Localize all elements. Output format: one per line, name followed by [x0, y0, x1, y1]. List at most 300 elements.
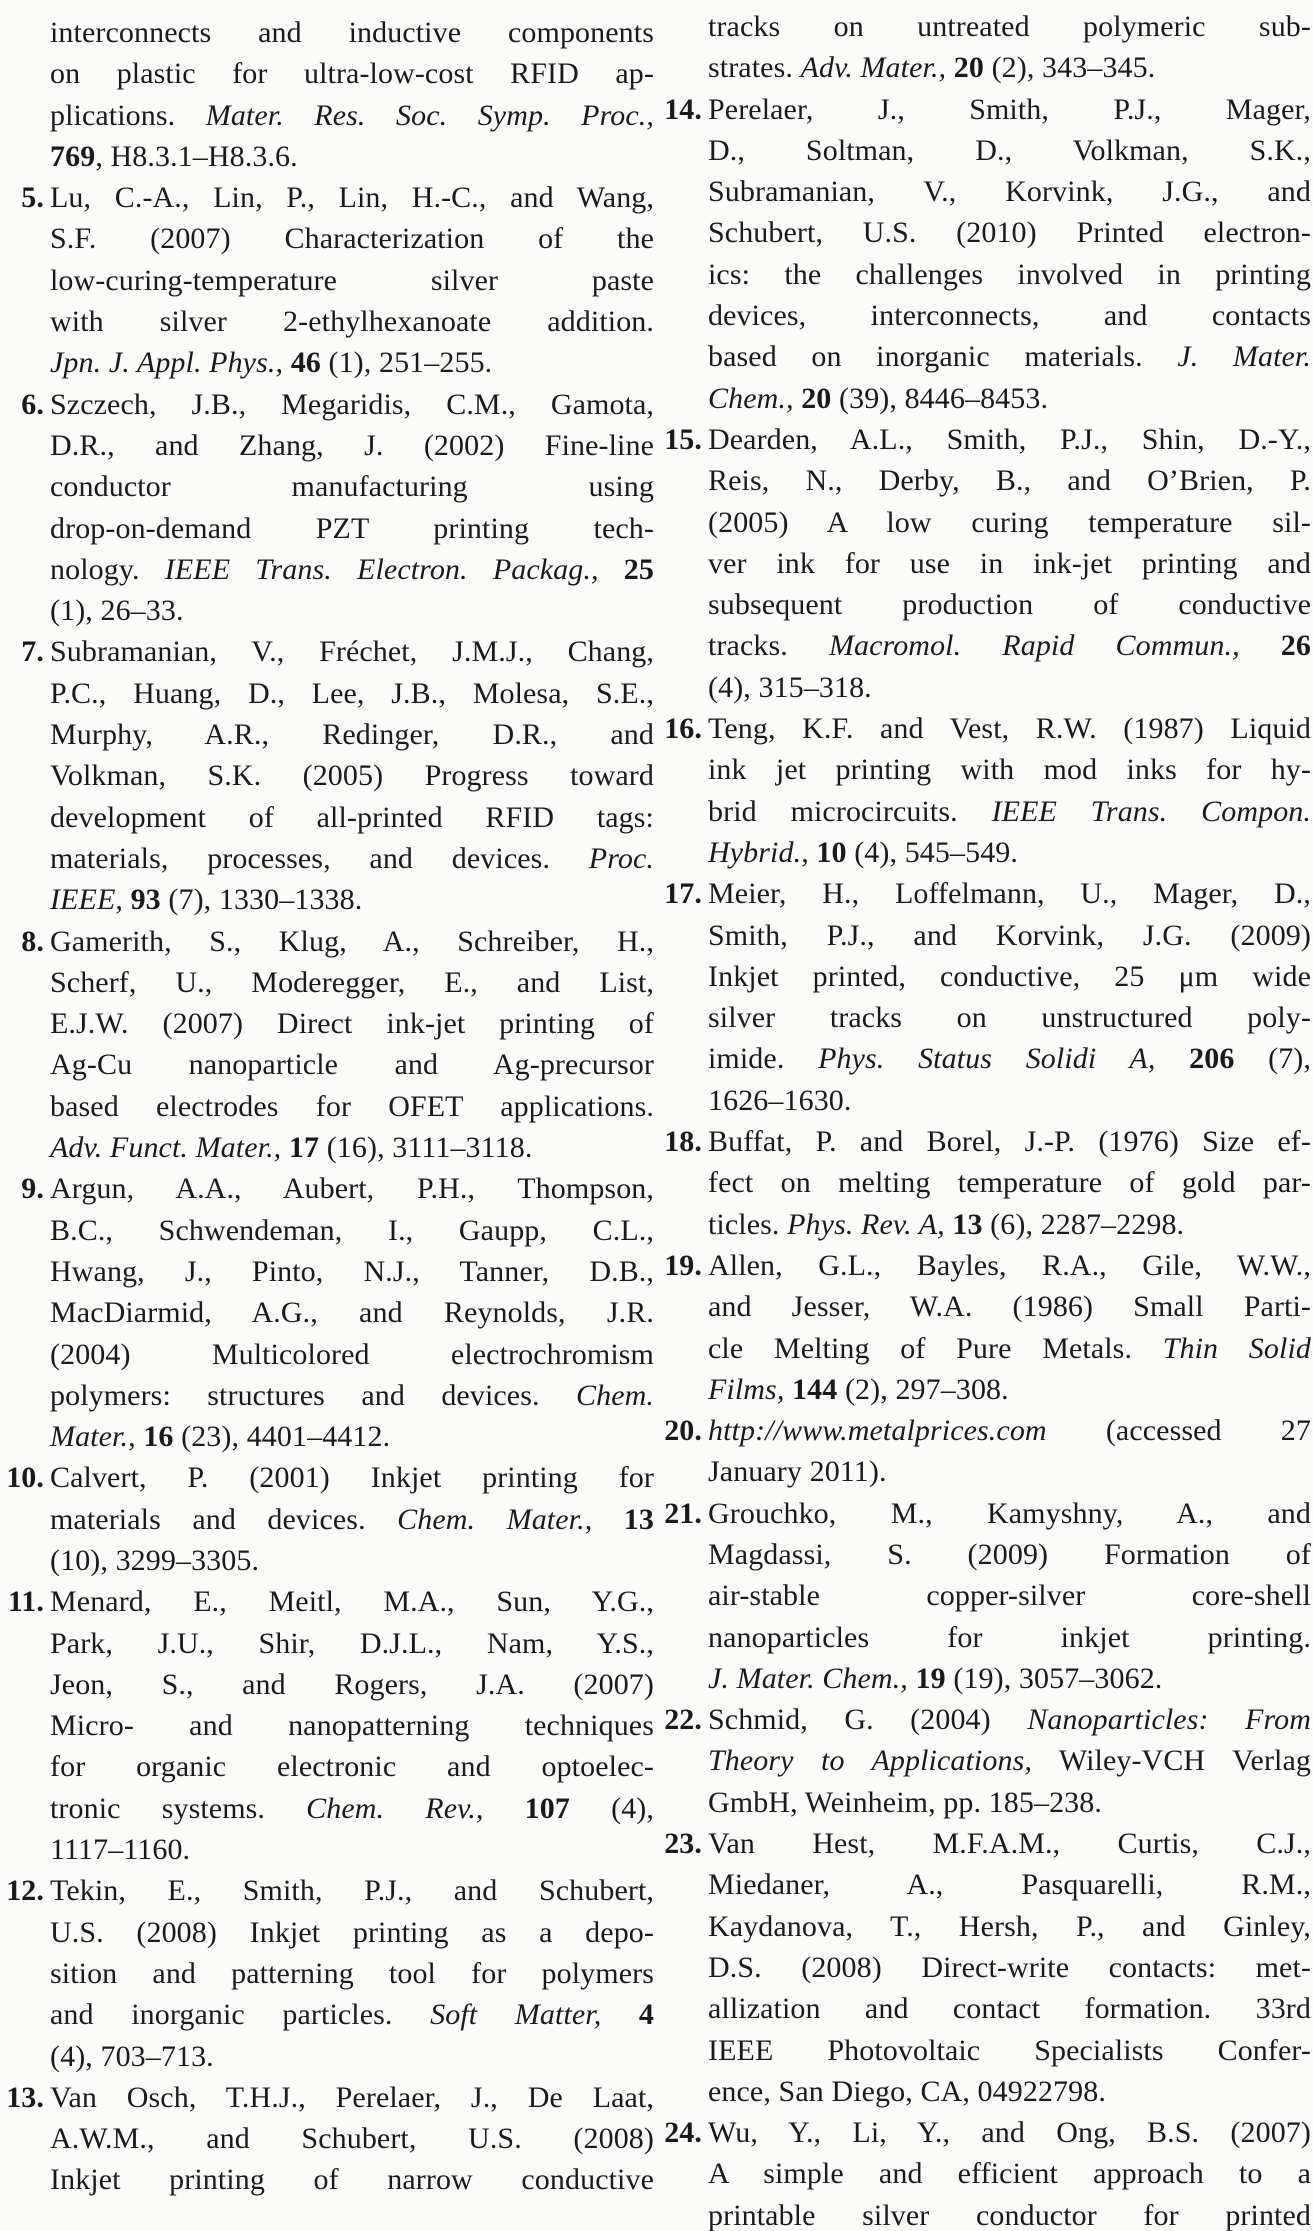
reference-text-segment: Ag-Cu nanoparticle and Ag-precursor: [50, 1048, 654, 1082]
reference-text-segment: 107: [524, 1791, 570, 1825]
reference-text-segment: Dearden, A.L., Smith, P.J., Shin, D.-Y.,: [708, 422, 1311, 456]
reference-number: 10.: [6, 1461, 44, 1495]
reference-text-segment: ence, San Diego, CA, 04922798.: [708, 2074, 1106, 2108]
reference-text-segment: allization and contact formation. 33rd: [708, 1992, 1311, 2026]
reference-text-segment: tracks on untreated polymeric sub-: [708, 10, 1311, 43]
reference-text-segment: interconnects and inductive components: [50, 16, 654, 49]
reference-text-segment: 13: [952, 1207, 983, 1241]
reference-line: [50, 1581, 654, 1622]
reference-text-segment: Perelaer, J., Smith, P.J., Mager,: [708, 92, 1311, 126]
reference-text-segment: on plastic for ultra-low-cost RFID ap-: [50, 57, 654, 91]
reference-text-segment: imide.: [708, 1042, 819, 1076]
reference-line: [50, 1334, 654, 1375]
reference-line: [708, 832, 1311, 873]
reference-entry: [660, 2112, 1311, 2231]
reference-line: [708, 1410, 1311, 1451]
reference-text-segment: 10: [816, 835, 847, 869]
reference-body: [50, 1581, 654, 1870]
reference-entry: [2, 1168, 654, 1457]
reference-text-segment: (2), 297–308.: [837, 1372, 1009, 1406]
reference-body: [50, 177, 654, 383]
reference-line: [50, 384, 654, 425]
reference-line: [50, 797, 654, 838]
reference-number: 16.: [664, 712, 702, 746]
reference-line: [50, 1292, 654, 1333]
reference-body: [708, 89, 1311, 419]
reference-text-segment: Inkjet printing of narrow conductive: [50, 2163, 654, 2197]
reference-line: [50, 755, 654, 796]
reference-text-segment: materials and devices.: [50, 1502, 398, 1536]
reference-line: [50, 1623, 654, 1664]
reference-line: [708, 6, 1311, 47]
reference-text-segment: Inkjet printed, conductive, 25 μm wide: [708, 959, 1311, 993]
reference-body: [708, 6, 1311, 89]
reference-line: [708, 1121, 1311, 1162]
reference-line: [50, 508, 654, 549]
reference-line: [708, 212, 1311, 253]
reference-text-segment: Volkman, S.K. (2005) Progress toward: [50, 759, 654, 793]
reference-text-segment: Proc.: [588, 841, 654, 875]
reference-line: [50, 1705, 654, 1746]
reference-text-segment: Phys. Rev. A,: [787, 1207, 945, 1241]
reference-line: [708, 1906, 1311, 1947]
reference-text-segment: (19), 3057–3062.: [945, 1661, 1163, 1695]
reference-text-segment: low-curing-temperature silver paste: [50, 263, 654, 297]
reference-line: [708, 295, 1311, 336]
reference-text-segment: 46: [290, 346, 321, 380]
reference-line: [708, 1162, 1311, 1203]
reference-text-segment: fect on melting temperature of gold par-: [708, 1166, 1311, 1200]
reference-text-segment: 1117–1160.: [50, 1833, 191, 1867]
reference-text-segment: Subramanian, V., Korvink, J.G., and: [708, 175, 1311, 209]
reference-entry: [2, 1581, 654, 1870]
reference-text-segment: printable silver conductor for printed: [708, 2198, 1311, 2231]
reference-text-segment: ics: the challenges involved in printing: [708, 257, 1311, 291]
references-column-left: [2, 12, 654, 2201]
reference-number: 18.: [664, 1125, 702, 1159]
reference-text-segment: sition and patterning tool for polymers: [50, 1956, 654, 1990]
reference-text-segment: [283, 346, 291, 379]
reference-line: [50, 1499, 654, 1540]
reference-text-segment: Smith, P.J., and Korvink, J.G. (2009): [708, 918, 1311, 952]
reference-line: [50, 2077, 654, 2118]
reference-text-segment: brid microcircuits.: [708, 794, 992, 828]
reference-line: [708, 1328, 1311, 1369]
reference-text-segment: D.S. (2008) Direct-write contacts: met-: [708, 1950, 1311, 1984]
reference-line: [50, 1912, 654, 1953]
reference-text-segment: plications.: [50, 98, 206, 132]
reference-entry: [660, 1410, 1311, 1493]
reference-text-segment: (2004) Multicolored electrochromism: [50, 1337, 654, 1371]
reference-text-segment: Schmid, G. (2004): [708, 1703, 1028, 1737]
reference-line: [50, 962, 654, 1003]
reference-number: 12.: [6, 1874, 44, 1908]
reference-line: [50, 425, 654, 466]
reference-text-segment: Adv. Mater.,: [800, 51, 947, 85]
reference-text-segment: Chem.,: [708, 381, 794, 415]
reference-entry: [660, 89, 1311, 419]
reference-text-segment: IEEE Photovoltaic Specialists Confer-: [708, 2033, 1311, 2067]
reference-text-segment: 26: [1280, 629, 1311, 663]
reference-line: [708, 89, 1311, 130]
reference-text-segment: ver ink for use in ink-jet printing and: [708, 546, 1311, 580]
reference-line: [708, 915, 1311, 956]
reference-line: [708, 254, 1311, 295]
reference-text-segment: Kaydanova, T., Hersh, P., and Ginley,: [708, 1909, 1311, 1943]
reference-body: [708, 419, 1311, 708]
reference-text-segment: Wiley-VCH Verlag: [1031, 1744, 1311, 1778]
reference-text-segment: Macromol. Rapid Commun.,: [828, 629, 1240, 663]
reference-text-segment: Hwang, J., Pinto, N.J., Tanner, D.B.,: [50, 1254, 654, 1288]
reference-text-segment: (2), 343–345.: [983, 51, 1156, 85]
reference-line: [708, 1369, 1311, 1410]
reference-text-segment: MacDiarmid, A.G., and Reynolds, J.R.: [50, 1296, 654, 1330]
reference-line: [708, 1658, 1311, 1699]
reference-text-segment: Mater.,: [50, 1420, 136, 1454]
reference-line: [708, 1245, 1311, 1286]
reference-text-segment: 20: [953, 51, 984, 85]
reference-text-segment: Allen, G.L., Bayles, R.A., Gile, W.W.,: [708, 1248, 1311, 1282]
reference-line: [708, 2112, 1311, 2153]
reference-text-segment: tronic systems.: [50, 1791, 307, 1825]
reference-text-segment: [484, 1792, 525, 1825]
reference-text-segment: 20: [801, 381, 832, 415]
reference-text-segment: conductor manufacturing using: [50, 470, 654, 504]
reference-number: 23.: [664, 1827, 702, 1861]
reference-text-segment: cle Melting of Pure Metals.: [708, 1331, 1163, 1365]
reference-number: 13.: [6, 2080, 44, 2114]
reference-number: 9.: [21, 1172, 44, 1206]
reference-text-segment: D., Soltman, D., Volkman, S.K.,: [708, 133, 1311, 167]
reference-entry: [2, 177, 654, 383]
reference-text-segment: Chem.: [576, 1378, 654, 1412]
reference-line: [50, 1829, 654, 1870]
reference-text-segment: (4), 315–318.: [708, 670, 872, 704]
reference-line: [708, 708, 1311, 749]
reference-body: [708, 708, 1311, 873]
reference-text-segment: Jeon, S., and Rogers, J.A. (2007): [50, 1667, 654, 1701]
reference-continuation: [660, 6, 1311, 89]
reference-number: 15.: [664, 422, 702, 456]
reference-entry: [2, 921, 654, 1169]
reference-continuation: [2, 12, 654, 177]
reference-text-segment: subsequent production of conductive: [708, 588, 1311, 622]
reference-text-segment: devices, interconnects, and contacts: [708, 299, 1311, 333]
reference-text-segment: 13: [623, 1502, 654, 1536]
reference-line: [50, 1375, 654, 1416]
reference-text-segment: U.S. (2008) Inkjet printing as a depo-: [50, 1915, 654, 1949]
reference-text-segment: (4), 703–713.: [50, 2039, 214, 2073]
reference-entry: [660, 419, 1311, 708]
reference-line: [50, 1540, 654, 1581]
reference-text-segment: Micro- and nanopatterning techniques: [50, 1709, 654, 1743]
reference-entry: [2, 1457, 654, 1581]
reference-text-segment: [281, 1131, 289, 1164]
reference-number: 17.: [664, 877, 702, 911]
reference-text-segment: development of all-printed RFID tags:: [50, 800, 654, 834]
reference-line: [708, 1204, 1311, 1245]
reference-line: [708, 460, 1311, 501]
reference-line: [50, 549, 654, 590]
reference-text-segment: Thin Solid: [1162, 1331, 1311, 1365]
reference-text-segment: 19: [915, 1661, 946, 1695]
reference-text-segment: IEEE Trans. Compon.: [991, 794, 1311, 828]
reference-text-segment: (1), 251–255.: [320, 346, 493, 380]
reference-text-segment: based electrodes for OFET applications.: [50, 1089, 654, 1123]
reference-text-segment: ink jet printing with mod inks for hy-: [708, 753, 1311, 787]
reference-text-segment: [946, 51, 954, 84]
reference-line: [708, 378, 1311, 419]
reference-text-segment: E.J.W. (2007) Direct ink-jet printing of: [50, 1007, 654, 1041]
reference-line: [708, 130, 1311, 171]
reference-line: [50, 466, 654, 507]
reference-body: [708, 1245, 1311, 1410]
reference-line: [708, 1740, 1311, 1781]
reference-line: [708, 2153, 1311, 2194]
reference-line: [708, 47, 1311, 88]
reference-line: [708, 1575, 1311, 1616]
reference-number: 11.: [7, 1585, 44, 1619]
reference-number: 22.: [664, 1703, 702, 1737]
reference-text-segment: Van Hest, M.F.A.M., Curtis, C.J.,: [708, 1827, 1311, 1861]
reference-line: [50, 95, 654, 136]
reference-text-segment: 16: [143, 1420, 174, 1454]
reference-line: [708, 749, 1311, 790]
reference-number: 7.: [21, 635, 44, 669]
reference-text-segment: Lu, C.-A., Lin, P., Lin, H.-C., and Wang,: [50, 181, 654, 215]
reference-line: [50, 1168, 654, 1209]
reference-entry: [660, 1245, 1311, 1410]
reference-line: [50, 1003, 654, 1044]
reference-text-segment: 144: [792, 1372, 838, 1406]
reference-text-segment: Chem. Rev.,: [306, 1791, 484, 1825]
reference-number: 20.: [664, 1414, 702, 1448]
reference-text-segment: Chem. Mater.,: [397, 1502, 593, 1536]
reference-number: 5.: [21, 181, 44, 215]
reference-text-segment: Szczech, J.B., Megaridis, C.M., Gamota,: [50, 387, 654, 421]
reference-line: [708, 1782, 1311, 1823]
reference-text-segment: (1), 26–33.: [50, 594, 184, 628]
reference-entry: [660, 1121, 1311, 1245]
reference-body: [708, 1121, 1311, 1245]
reference-text-segment: [599, 553, 624, 586]
reference-line: [708, 1823, 1311, 1864]
reference-text-segment: (16), 3111–3118.: [319, 1131, 533, 1165]
reference-line: [50, 1788, 654, 1829]
reference-line: [708, 791, 1311, 832]
reference-line: [50, 590, 654, 631]
reference-text-segment: Menard, E., Meitl, M.A., Sun, Y.G.,: [50, 1585, 654, 1619]
reference-line: [50, 1210, 654, 1251]
reference-text-segment: Teng, K.F. and Vest, R.W. (1987) Liquid: [708, 712, 1311, 746]
reference-text-segment: [601, 1998, 639, 2031]
reference-line: [50, 301, 654, 342]
reference-entry: [2, 384, 654, 632]
reference-text-segment: Theory to Applications,: [708, 1744, 1032, 1778]
reference-text-segment: Buffat, P. and Borel, J.-P. (1976) Size ef-: [708, 1125, 1311, 1159]
reference-text-segment: GmbH, Weinheim, pp. 185–238.: [708, 1785, 1102, 1819]
reference-text-segment: Gamerith, S., Klug, A., Schreiber, H.,: [50, 924, 654, 958]
reference-line: [708, 667, 1311, 708]
reference-text-segment: and Jesser, W.A. (1986) Small Parti-: [708, 1290, 1311, 1324]
reference-body: [708, 1493, 1311, 1699]
reference-text-segment: polymers: structures and devices.: [50, 1378, 576, 1412]
reference-line: [708, 543, 1311, 584]
reference-text-segment: tracks.: [708, 629, 829, 663]
reference-text-segment: IEEE,: [50, 883, 123, 917]
reference-text-segment: Schubert, U.S. (2010) Printed electron-: [708, 216, 1311, 250]
reference-entry: [2, 2077, 654, 2201]
reference-line: [708, 1534, 1311, 1575]
reference-text-segment: A.W.M., and Schubert, U.S. (2008): [50, 2122, 654, 2156]
reference-line: [50, 2036, 654, 2077]
reference-body: [50, 384, 654, 632]
reference-text-segment: (39), 8446–8453.: [831, 381, 1049, 415]
reference-text-segment: ticles.: [708, 1207, 788, 1241]
reference-line: [50, 1870, 654, 1911]
reference-text-segment: 17: [288, 1131, 320, 1165]
reference-line: [708, 1617, 1311, 1658]
reference-text-segment: Hybrid.,: [708, 835, 809, 869]
reference-body: [50, 12, 654, 177]
reference-text-segment: and inorganic particles.: [50, 1998, 431, 2032]
reference-line: [50, 1994, 654, 2035]
reference-line: [50, 2159, 654, 2200]
reference-line: [50, 1251, 654, 1292]
reference-text-segment: J. Mater.: [1177, 340, 1311, 374]
reference-text-segment: (accessed 27: [1046, 1414, 1311, 1448]
reference-text-segment: (7),: [1234, 1042, 1311, 1076]
reference-text-segment: based on inorganic materials.: [708, 340, 1178, 374]
reference-text-segment: materials, processes, and devices.: [50, 841, 589, 875]
reference-number: 24.: [664, 2116, 702, 2150]
reference-body: [50, 2077, 654, 2201]
reference-body: [708, 1699, 1311, 1823]
reference-text-segment: drop-on-demand PZT printing tech-: [50, 511, 654, 545]
reference-line: [50, 714, 654, 755]
reference-line: [50, 218, 654, 259]
reference-text-segment: S.F. (2007) Characterization of the: [50, 222, 654, 256]
reference-text-segment: Tekin, E., Smith, P.J., and Schubert,: [50, 1874, 654, 1908]
reference-text-segment: [592, 1503, 623, 1536]
reference-line: [50, 1457, 654, 1498]
reference-text-segment: IEEE Trans. Electron. Packag.,: [164, 552, 599, 586]
reference-text-segment: J. Mater. Chem.,: [708, 1661, 908, 1695]
reference-text-segment: Reis, N., Derby, B., and O’Brien, P.: [708, 464, 1311, 498]
reference-text-segment: (23), 4401–4412.: [173, 1420, 391, 1454]
reference-line: [708, 956, 1311, 997]
reference-text-segment: 206: [1189, 1042, 1235, 1076]
reference-line: [708, 2030, 1311, 2071]
reference-text-segment: (6), 2287–2298.: [982, 1207, 1185, 1241]
reference-line: [50, 342, 654, 383]
reference-entry: [2, 631, 654, 920]
reference-text-segment: B.C., Schwendeman, I., Gaupp, C.L.,: [50, 1213, 654, 1247]
reference-line: [708, 2195, 1311, 2231]
reference-text-segment: 1626–1630.: [708, 1083, 852, 1117]
reference-line: [50, 1746, 654, 1787]
reference-text-segment: Calvert, P. (2001) Inkjet printing for: [50, 1461, 654, 1495]
reference-line: [708, 171, 1311, 212]
reference-line: [708, 997, 1311, 1038]
reference-text-segment: (10), 3299–3305.: [50, 1543, 260, 1577]
reference-text-segment: Grouchko, M., Kamyshny, A., and: [708, 1496, 1311, 1530]
reference-text-segment: Soft Matter,: [430, 1998, 602, 2032]
reference-number: 19.: [664, 1248, 702, 1282]
reference-line: [708, 1947, 1311, 1988]
reference-line: [708, 1286, 1311, 1327]
reference-number: 8.: [21, 924, 44, 958]
reference-entry: [660, 1823, 1311, 2112]
reference-text-segment: (2005) A low curing temperature sil-: [708, 505, 1311, 539]
references-column-right: [660, 6, 1311, 2231]
reference-text-segment: 769: [50, 139, 96, 173]
reference-text-segment: nology.: [50, 552, 165, 586]
reference-text-segment: 4: [638, 1998, 655, 2032]
reference-text-segment: Phys. Status Solidi A,: [818, 1042, 1156, 1076]
reference-line: [50, 1127, 654, 1168]
reference-text-segment: (7), 1330–1338.: [160, 883, 363, 917]
reference-line: [50, 631, 654, 672]
reference-text-segment: [1240, 629, 1281, 662]
reference-line: [708, 625, 1311, 666]
reference-text-segment: Adv. Funct. Mater.,: [50, 1131, 282, 1165]
reference-line: [50, 2118, 654, 2159]
reference-text-segment: , H8.3.1–H8.3.6.: [95, 139, 298, 173]
reference-body: [50, 1168, 654, 1457]
reference-line: [50, 1416, 654, 1457]
reference-body: [708, 2112, 1311, 2231]
reference-text-segment: Mater. Res. Soc. Symp. Proc.,: [205, 98, 654, 132]
reference-line: [708, 502, 1311, 543]
reference-text-segment: Miedaner, A., Pasquarelli, R.M.,: [708, 1868, 1311, 1902]
reference-line: [708, 1699, 1311, 1740]
reference-text-segment: [1155, 1042, 1189, 1075]
reference-text-segment: Park, J.U., Shir, D.J.L., Nam, Y.S.,: [50, 1626, 654, 1660]
reference-text-segment: Meier, H., Loffelmann, U., Mager, D.,: [708, 877, 1311, 911]
reference-text-segment: A simple and efficient approach to a: [708, 2157, 1311, 2191]
reference-entry: [2, 1870, 654, 2076]
reference-body: [708, 1410, 1311, 1493]
reference-text-segment: Scherf, U., Moderegger, E., and List,: [50, 965, 654, 999]
reference-text-segment: Argun, A.A., Aubert, P.H., Thompson,: [50, 1172, 654, 1206]
reference-text-segment: Subramanian, V., Fréchet, J.M.J., Chang,: [50, 635, 654, 669]
reference-text-segment: P.C., Huang, D., Lee, J.B., Molesa, S.E.,: [50, 676, 654, 710]
reference-number: 21.: [664, 1496, 702, 1530]
reference-text-segment: Murphy, A.R., Redinger, D.R., and: [50, 718, 654, 752]
reference-text-segment: (4), 545–549.: [846, 835, 1018, 869]
reference-entry: [660, 1493, 1311, 1699]
reference-line: [708, 1988, 1311, 2029]
reference-line: [708, 336, 1311, 377]
reference-line: [50, 177, 654, 218]
reference-text-segment: Jpn. J. Appl. Phys.,: [50, 346, 284, 380]
reference-text-segment: strates.: [708, 51, 801, 85]
reference-text-segment: Films,: [708, 1372, 785, 1406]
reference-text-segment: [123, 883, 131, 916]
reference-line: [708, 2071, 1311, 2112]
reference-text-segment: Van Osch, T.H.J., Perelaer, J., De Laat,: [50, 2080, 654, 2114]
reference-text-segment: 25: [623, 552, 654, 586]
reference-text-segment: for organic electronic and optoelec-: [50, 1750, 654, 1784]
reference-body: [50, 1457, 654, 1581]
reference-text-segment: January 2011).: [708, 1455, 887, 1489]
reference-line: [50, 1664, 654, 1705]
reference-line: [50, 879, 654, 920]
reference-line: [708, 1493, 1311, 1534]
reference-line: [708, 1080, 1311, 1121]
reference-entry: [660, 873, 1311, 1121]
